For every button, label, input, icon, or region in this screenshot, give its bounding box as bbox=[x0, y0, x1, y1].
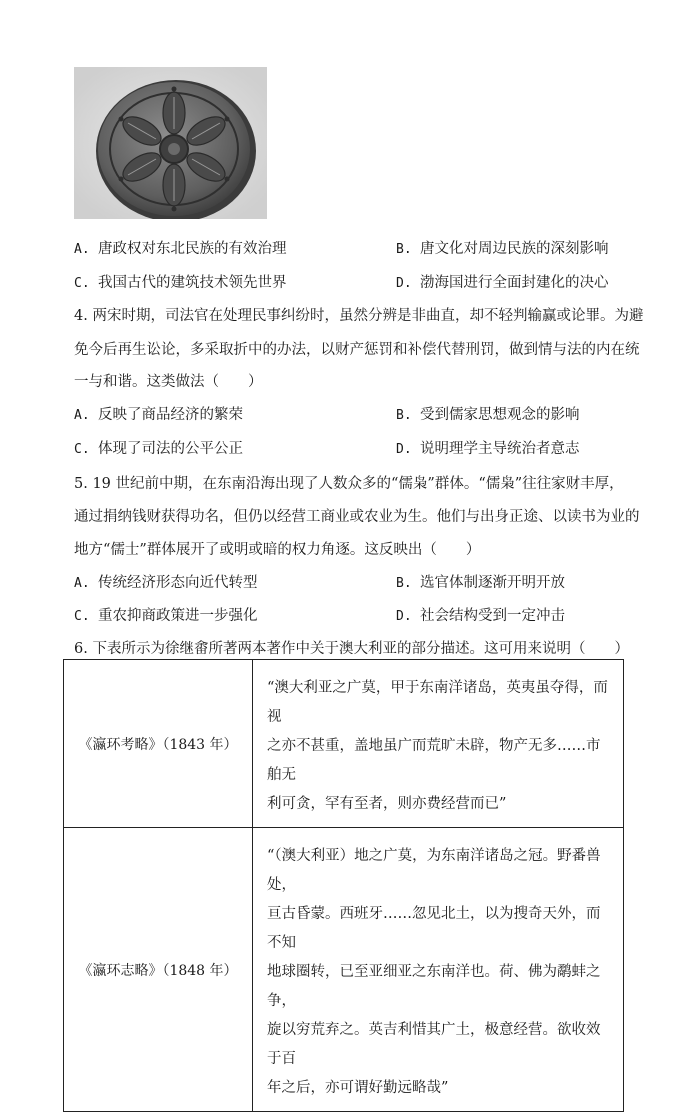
option-letter: C. bbox=[74, 442, 90, 457]
q5-option-a bbox=[74, 573, 258, 594]
option-text: 说明理学主导统治者意志 bbox=[420, 441, 580, 457]
description-cell bbox=[253, 660, 624, 828]
q5-stem-line-3: 地方“儒士”群体展开了或明或暗的权力角逐。这反映出（ ） bbox=[74, 542, 481, 558]
option-text: 渤海国进行全面封建化的决心 bbox=[420, 275, 609, 291]
description-cell bbox=[253, 828, 624, 1112]
option-letter: B. bbox=[396, 242, 412, 257]
q4-stem-line-3: 一与和谐。这类做法（ ） bbox=[74, 374, 263, 390]
option-text: 选官体制逐渐开明开放 bbox=[420, 575, 565, 591]
q5-stem-line-1: 5. 19 世纪前中期，在东南沿海出现了人数众多的“儒枭”群体。“儒枭”往往家财丰厚， bbox=[74, 476, 624, 492]
description-text: “澳大利亚之广莫，甲于东南洋诸岛，英夷虽夺得，而视 之亦不甚重，盖地虽广而荒旷未辟，物产无多……市舶无 利可贪，罕有至者，则亦费经营而已” bbox=[267, 680, 608, 812]
q3-option-c bbox=[74, 273, 287, 294]
q5-option-d bbox=[396, 606, 565, 627]
q3-option-d bbox=[396, 273, 609, 294]
q3-option-a bbox=[74, 239, 287, 260]
option-text: 我国古代的建筑技术领先世界 bbox=[98, 275, 287, 291]
option-text: 受到儒家思想观念的影响 bbox=[420, 407, 580, 423]
option-letter: D. bbox=[396, 442, 412, 457]
q4-option-b bbox=[396, 405, 580, 426]
table-row bbox=[64, 660, 624, 828]
q5-stem-line-2: 通过捐纳钱财获得功名，但仍以经营工商业或农业为生。他们与出身正途、以读书为业的 bbox=[74, 509, 640, 525]
option-letter: B. bbox=[396, 408, 412, 423]
q5-option-c bbox=[74, 606, 258, 627]
q4-option-d bbox=[396, 439, 580, 460]
q4-option-c bbox=[74, 439, 243, 460]
option-text: 唐文化对周边民族的深刻影响 bbox=[420, 241, 609, 257]
option-letter: A. bbox=[74, 408, 90, 423]
option-letter: C. bbox=[74, 609, 90, 624]
q6-source-table bbox=[63, 659, 624, 1112]
option-letter: B. bbox=[396, 576, 412, 591]
q4-stem-line-1: 4. 两宋时期，司法官在处理民事纠纷时，虽然分辨是非曲直，却不轻判输赢或论罪。为避 bbox=[74, 308, 644, 324]
option-text: 传统经济形态向近代转型 bbox=[98, 575, 258, 591]
q4-stem-line-2: 免今后再生讼论，多采取折中的办法，以财产惩罚和补偿代替刑罚，做到情与法的内在统 bbox=[74, 342, 640, 358]
option-letter: A. bbox=[74, 242, 90, 257]
option-letter: C. bbox=[74, 276, 90, 291]
lotus-tile-photo bbox=[74, 67, 267, 219]
q6-stem: 6. 下表所示为徐继畬所著两本著作中关于澳大利亚的部分描述。这可用来说明（ ） bbox=[74, 641, 629, 657]
book-title-cell: 《瀛环志略》（1848 年） bbox=[64, 828, 253, 1112]
option-letter: D. bbox=[396, 276, 412, 291]
option-text: 反映了商品经济的繁荣 bbox=[98, 407, 243, 423]
description-text: “（澳大利亚）地之广莫，为东南洋诸岛之冠。野番兽处， 亘古昏蒙。西班牙……忽见北土，以为搜奇天外，而不知 地球圈转，已至亚细亚之东南洋也。荷、佛为鹬蚌之争， 旋以穷荒弃之。英吉利惜其广土，极意经营。欲收效于百 年之后，亦可谓好勤远略哉” bbox=[267, 848, 601, 1096]
q4-option-a bbox=[74, 405, 243, 426]
option-letter: A. bbox=[74, 576, 90, 591]
option-text: 重农抑商政策进一步强化 bbox=[98, 608, 258, 624]
q5-option-b bbox=[396, 573, 565, 594]
option-text: 唐政权对东北民族的有效治理 bbox=[98, 241, 287, 257]
q3-option-b bbox=[396, 239, 609, 260]
option-text: 体现了司法的公平公正 bbox=[98, 441, 243, 457]
option-letter: D. bbox=[396, 609, 412, 624]
book-title-cell: 《瀛环考略》（1843 年） bbox=[64, 660, 253, 828]
option-text: 社会结构受到一定冲击 bbox=[420, 608, 565, 624]
table-row bbox=[64, 828, 624, 1112]
